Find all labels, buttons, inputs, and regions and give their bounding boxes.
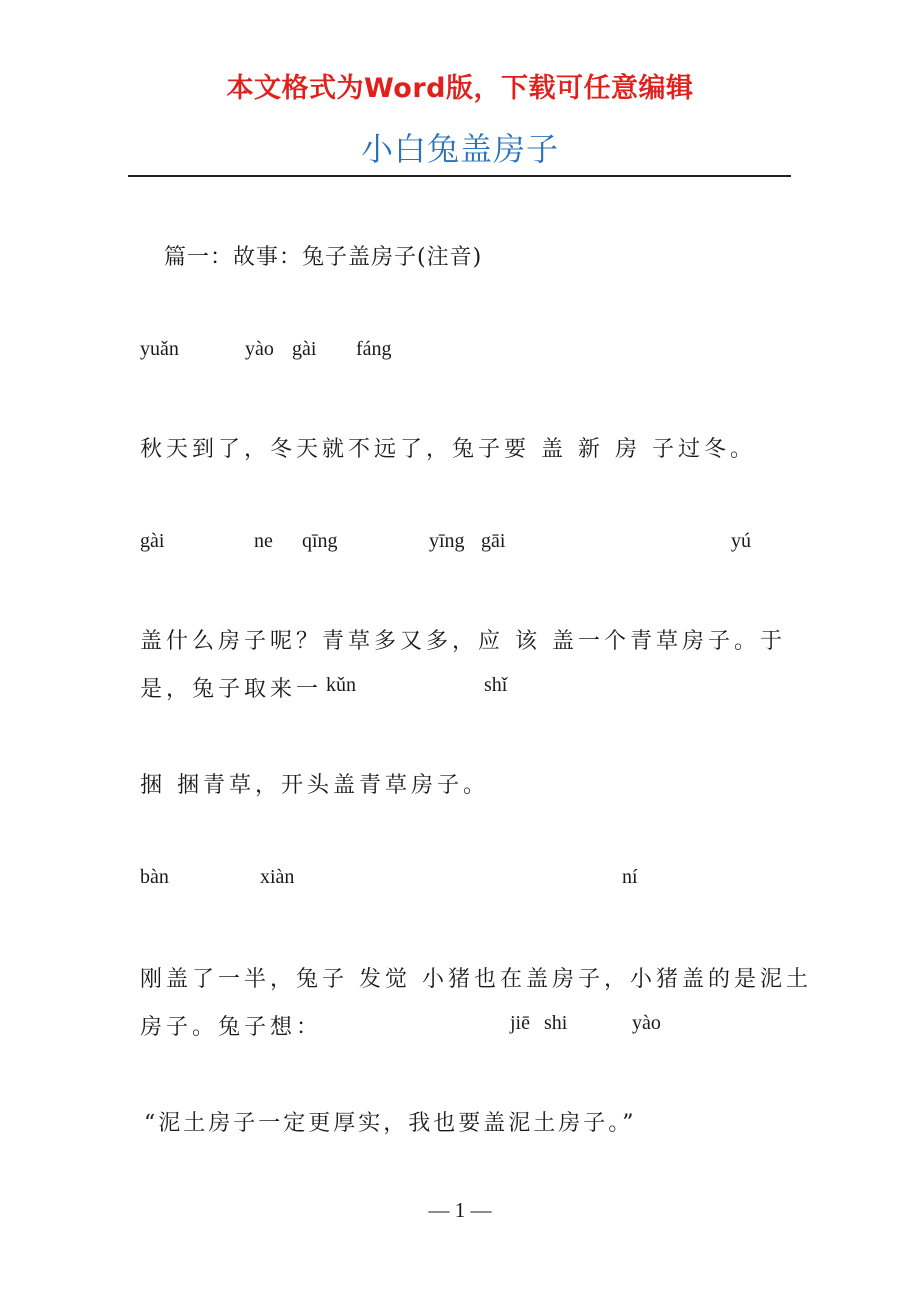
pinyin-qing: qīng xyxy=(302,530,338,552)
format-banner: 本文格式为Word版，下载可任意编辑 xyxy=(226,73,694,104)
text-line-4: 捆 捆青草，开头盖青草房子。 xyxy=(140,773,489,798)
page-title: 小白兔盖房子 xyxy=(360,130,559,168)
page-number: — 1 — xyxy=(428,1198,492,1222)
text-line-5: 刚盖了一半，兔子 发觉 小猪也在盖房子，小猪盖的是泥土 xyxy=(140,967,812,992)
pinyin-yuan: yuǎn xyxy=(140,338,179,360)
pinyin-ying: yīng xyxy=(429,530,465,552)
text-line-3: 是，兔子取来一 xyxy=(140,677,323,702)
pinyin-yao-2: yào xyxy=(632,1012,661,1034)
pinyin-ne: ne xyxy=(254,530,273,552)
pinyin-fang: fáng xyxy=(356,338,392,360)
pinyin-yu: yú xyxy=(731,530,751,552)
pinyin-shi: shǐ xyxy=(484,674,508,696)
pinyin-gai: gài xyxy=(292,338,317,360)
text-line-7: “泥土房子一定更厚实，我也要盖泥土房子。” xyxy=(144,1111,637,1136)
title-divider xyxy=(128,175,791,177)
pinyin-kun: kǔn xyxy=(326,674,356,696)
pinyin-gai-2: gài xyxy=(140,530,165,552)
text-line-1: 秋天到了，冬天就不远了，兔子要 盖 新 房 子过冬。 xyxy=(140,437,756,462)
text-line-6: 房子。兔子想： xyxy=(140,1015,323,1040)
pinyin-ni: ní xyxy=(622,866,638,888)
pinyin-shi-2: shi xyxy=(544,1012,568,1034)
pinyin-jie: jiē xyxy=(510,1012,530,1034)
pinyin-gai-3: gāi xyxy=(481,530,506,552)
section-heading: 篇一：故事：兔子盖房子(注音) xyxy=(164,245,483,270)
pinyin-yao: yào xyxy=(245,338,274,360)
pinyin-ban: bàn xyxy=(140,866,169,888)
text-line-2: 盖什么房子呢？青草多又多，应 该 盖一个青草房子。于 xyxy=(140,629,786,654)
pinyin-xian: xiàn xyxy=(260,866,295,888)
